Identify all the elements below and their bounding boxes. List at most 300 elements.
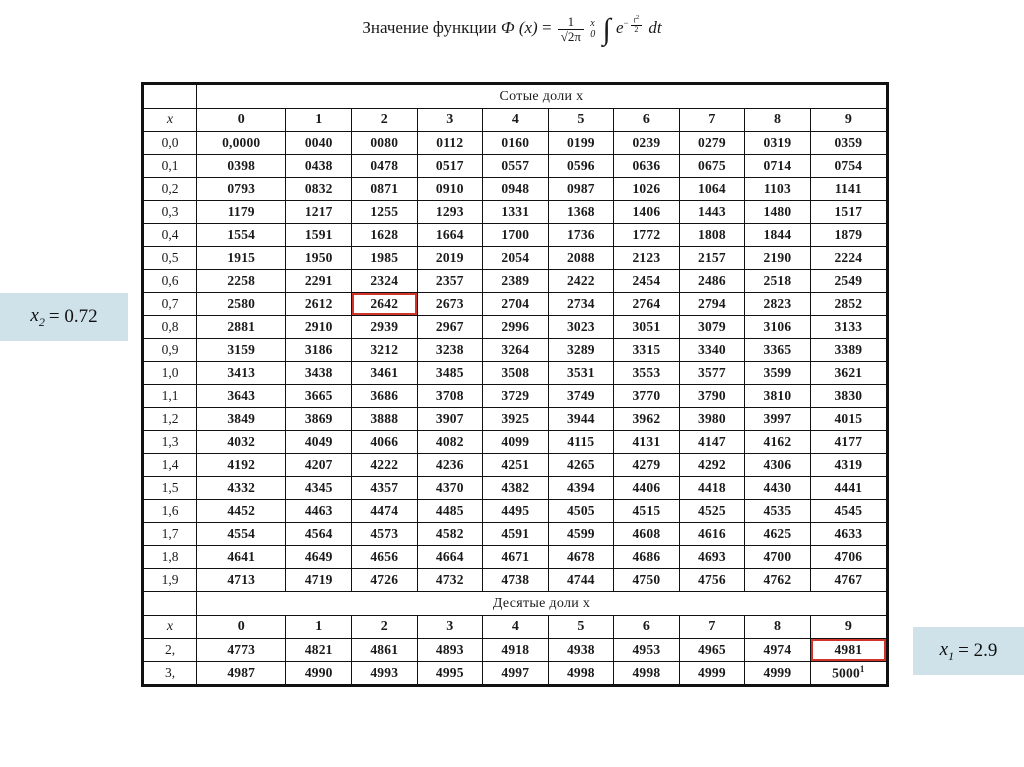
table-cell: 4773: [197, 639, 286, 662]
row-label: 0,4: [144, 224, 197, 247]
row-label: 0,9: [144, 339, 197, 362]
table-cell: 3238: [417, 339, 483, 362]
table-header-col-8: 8: [745, 616, 811, 639]
row-label: 0,6: [144, 270, 197, 293]
table-cell: 4251: [483, 454, 549, 477]
table-row: [144, 408, 887, 431]
table-cell: 4713: [197, 569, 286, 592]
table-cell: 3997: [745, 408, 811, 431]
row-label: 2,: [144, 639, 197, 662]
table-cell-highlighted: 2642: [351, 293, 417, 316]
table-cell: 1480: [745, 201, 811, 224]
table-cell: 3577: [679, 362, 745, 385]
table-cell: 4463: [286, 500, 352, 523]
table-cell: 3980: [679, 408, 745, 431]
formula-exponent-numerator: [631, 14, 643, 25]
table-cell: 1844: [745, 224, 811, 247]
table-cell: 3790: [679, 385, 745, 408]
table-cell: 2357: [417, 270, 483, 293]
table-cell: 2324: [351, 270, 417, 293]
table-header-col-5: 5: [548, 616, 614, 639]
table-cell: 3023: [548, 316, 614, 339]
table-cell: 4370: [417, 477, 483, 500]
table-cell: 2019: [417, 247, 483, 270]
table-cell: 1772: [614, 224, 680, 247]
table-cell: 3729: [483, 385, 549, 408]
table-cell: 4999: [679, 662, 745, 685]
table-cell: 4485: [417, 500, 483, 523]
table-cell: 1217: [286, 201, 352, 224]
table-cell: 2881: [197, 316, 286, 339]
formula-exponent-fraction: [631, 14, 643, 34]
table-cell: 1255: [351, 201, 417, 224]
table-cell: 4744: [548, 569, 614, 592]
table-cell: 1736: [548, 224, 614, 247]
table-cell: 0,0000: [197, 132, 286, 155]
table-row: [144, 316, 887, 339]
annotation-x2-value: = 0.72: [48, 306, 98, 327]
table-cell: 2704: [483, 293, 549, 316]
row-label: 0,5: [144, 247, 197, 270]
table-cell: 0478: [351, 155, 417, 178]
table-cell: 2123: [614, 247, 680, 270]
table-cell: 4582: [417, 523, 483, 546]
table-cell: 0199: [548, 132, 614, 155]
table-cell: 1950: [286, 247, 352, 270]
table-cell: 2389: [483, 270, 549, 293]
table-cell: 4430: [745, 477, 811, 500]
table-cell: 0596: [548, 155, 614, 178]
table-header-col-0: 0: [197, 616, 286, 639]
table-cell: 4738: [483, 569, 549, 592]
table-cell: 4192: [197, 454, 286, 477]
annotation-x2: [0, 293, 128, 341]
table-cell: 3708: [417, 385, 483, 408]
table-cell: 2794: [679, 293, 745, 316]
table-cell: 0557: [483, 155, 549, 178]
table-cell: 4345: [286, 477, 352, 500]
formula-function-name: Ф: [500, 17, 515, 37]
row-label: 1,4: [144, 454, 197, 477]
table-cell: 4995: [417, 662, 483, 685]
table-row: [144, 247, 887, 270]
table-row: [144, 477, 887, 500]
table-cell: 3531: [548, 362, 614, 385]
table-cell: 0359: [810, 132, 886, 155]
table-cell: 4686: [614, 546, 680, 569]
table-cell: 4418: [679, 477, 745, 500]
table-cell: 3553: [614, 362, 680, 385]
table-section-title-row: [144, 85, 887, 109]
table-cell: 4700: [745, 546, 811, 569]
row-label: 0,3: [144, 201, 197, 224]
table-cell: 4732: [417, 569, 483, 592]
table-cell: 4999: [745, 662, 811, 685]
annotation-x2-subscript: 2: [38, 314, 45, 329]
table-cell: 1443: [679, 201, 745, 224]
formula-prefix: Значение функции: [362, 17, 497, 37]
table-cell-highlighted: 4981: [810, 639, 886, 662]
table-cell: 2549: [810, 270, 886, 293]
formula-equals: =: [541, 17, 552, 37]
table-cell: 4332: [197, 477, 286, 500]
table-cell: 3315: [614, 339, 680, 362]
table-cell: 4767: [810, 569, 886, 592]
annotation-x1: [913, 627, 1024, 675]
row-label: 0,0: [144, 132, 197, 155]
table-cell: 1103: [745, 178, 811, 201]
table-cell: 3051: [614, 316, 680, 339]
table-cell: 1141: [810, 178, 886, 201]
table-cell: 4177: [810, 431, 886, 454]
table-cell: 4664: [417, 546, 483, 569]
table-cell: 4564: [286, 523, 352, 546]
table-row: [144, 569, 887, 592]
table-cell: 2054: [483, 247, 549, 270]
table-cell: 0871: [351, 178, 417, 201]
table-cell: 4441: [810, 477, 886, 500]
table-cell: 4292: [679, 454, 745, 477]
table-cell: 3186: [286, 339, 352, 362]
table-cell: 1517: [810, 201, 886, 224]
table-cell: 2518: [745, 270, 811, 293]
table-cell: 1985: [351, 247, 417, 270]
formula-exponent-t: t: [633, 15, 636, 25]
table-cell: 4505: [548, 500, 614, 523]
table-cell: 1879: [810, 224, 886, 247]
table-cell: 3621: [810, 362, 886, 385]
table-row: [144, 155, 887, 178]
table-cell: 4066: [351, 431, 417, 454]
table-header-col-5: 5: [548, 109, 614, 132]
row-label: 1,7: [144, 523, 197, 546]
table-cell: 4554: [197, 523, 286, 546]
table-cell: 3365: [745, 339, 811, 362]
table-cell: 4306: [745, 454, 811, 477]
table-cell: 4706: [810, 546, 886, 569]
table-column-header-row: [144, 616, 887, 639]
table-corner-cell: [144, 85, 197, 109]
table-cell: 3461: [351, 362, 417, 385]
table-cell: 4750: [614, 569, 680, 592]
table-row: [144, 201, 887, 224]
table-cell: 2612: [286, 293, 352, 316]
table-cell: 4545: [810, 500, 886, 523]
table-row: [144, 639, 887, 662]
table-cell: 4649: [286, 546, 352, 569]
annotation-x2-label: $x_2$: [30, 304, 45, 329]
table-cell: 2673: [417, 293, 483, 316]
table-row: [144, 362, 887, 385]
table-cell: 4990: [286, 662, 352, 685]
table-cell: 4115: [548, 431, 614, 454]
table-header-col-1: 1: [286, 109, 352, 132]
table-cell: 3289: [548, 339, 614, 362]
table-cell: 2422: [548, 270, 614, 293]
table-cell: 3599: [745, 362, 811, 385]
table-cell: 4319: [810, 454, 886, 477]
table-cell: 3686: [351, 385, 417, 408]
table-cell: 4993: [351, 662, 417, 685]
table-cell: 4495: [483, 500, 549, 523]
table-cell: 3438: [286, 362, 352, 385]
table-cell: 3888: [351, 408, 417, 431]
table-cell: 0319: [745, 132, 811, 155]
table-cell: 0636: [614, 155, 680, 178]
table-cell: 3830: [810, 385, 886, 408]
table-cell: 1554: [197, 224, 286, 247]
table-cell: 4265: [548, 454, 614, 477]
table-cell: 4015: [810, 408, 886, 431]
table-cell: 4633: [810, 523, 886, 546]
table-cell: 2852: [810, 293, 886, 316]
table-corner-cell: [144, 592, 197, 616]
table-header-col-3: 3: [417, 616, 483, 639]
table-cell: 2823: [745, 293, 811, 316]
row-label: 0,8: [144, 316, 197, 339]
table-cell: 3907: [417, 408, 483, 431]
table-cell: 3159: [197, 339, 286, 362]
table-cell: 1628: [351, 224, 417, 247]
table-cell: 1179: [197, 201, 286, 224]
table-cell: 0160: [483, 132, 549, 155]
table-cell: 4719: [286, 569, 352, 592]
table-cell: 3770: [614, 385, 680, 408]
table-cell: 4222: [351, 454, 417, 477]
formula-fraction: [558, 15, 584, 43]
row-label: 1,1: [144, 385, 197, 408]
table-row: [144, 270, 887, 293]
table-row: [144, 385, 887, 408]
table-cell: 1406: [614, 201, 680, 224]
table-cell: 2486: [679, 270, 745, 293]
table-cell: 0112: [417, 132, 483, 155]
table-row: [144, 132, 887, 155]
table-cell: 3810: [745, 385, 811, 408]
table-cell: 0910: [417, 178, 483, 201]
row-label: 1,9: [144, 569, 197, 592]
table-cell: 4357: [351, 477, 417, 500]
table-cell: 4656: [351, 546, 417, 569]
table-cell: 4625: [745, 523, 811, 546]
table-cell: 4131: [614, 431, 680, 454]
table-cell: 4756: [679, 569, 745, 592]
integral-sign: ∫: [602, 12, 611, 46]
table-cell: 1331: [483, 201, 549, 224]
formula-argument: (x): [518, 17, 538, 37]
table-cell: 4762: [745, 569, 811, 592]
formula-heading: [0, 12, 1024, 46]
table-row: [144, 224, 887, 247]
table-cell: 4406: [614, 477, 680, 500]
table-header-col-8: 8: [745, 109, 811, 132]
table-cell: 3643: [197, 385, 286, 408]
row-label: 1,6: [144, 500, 197, 523]
table-cell: 2734: [548, 293, 614, 316]
table-cell: 2157: [679, 247, 745, 270]
table-row: [144, 454, 887, 477]
table-cell: 1808: [679, 224, 745, 247]
table-header-x: x: [144, 109, 197, 132]
table-cell: 0987: [548, 178, 614, 201]
table-cell: 4998: [614, 662, 680, 685]
table-cell: 2580: [197, 293, 286, 316]
table-cell: 4049: [286, 431, 352, 454]
table-row: [144, 500, 887, 523]
table-cell: 4893: [417, 639, 483, 662]
formula-exponent: [623, 14, 645, 35]
integral-upper-limit: x: [590, 17, 595, 29]
table-row: [144, 293, 887, 316]
table-cell: 2996: [483, 316, 549, 339]
table-cell: 4997: [483, 662, 549, 685]
table-row: [144, 339, 887, 362]
table-cell: 3340: [679, 339, 745, 362]
formula-fraction-denominator: √2π: [558, 29, 584, 44]
table-cell: 1026: [614, 178, 680, 201]
table-cell: 0239: [614, 132, 680, 155]
table-cell: 3485: [417, 362, 483, 385]
table-cell: 4162: [745, 431, 811, 454]
table-header-col-0: 0: [197, 109, 286, 132]
row-label: 1,2: [144, 408, 197, 431]
phi-function-table: [141, 82, 889, 687]
row-label: 1,0: [144, 362, 197, 385]
table-cell: 1915: [197, 247, 286, 270]
table-cell: 3389: [810, 339, 886, 362]
table-cell: 5000$^1$: [810, 662, 886, 685]
annotation-x1-subscript: 1: [948, 648, 955, 663]
table-cell: 4573: [351, 523, 417, 546]
table-cell: 3264: [483, 339, 549, 362]
table-cell: 0080: [351, 132, 417, 155]
table-header-col-7: 7: [679, 109, 745, 132]
table-section-title-row: [144, 592, 887, 616]
table-cell: 4525: [679, 500, 745, 523]
row-label: 0,1: [144, 155, 197, 178]
table-cell: 1064: [679, 178, 745, 201]
table-cell: 4394: [548, 477, 614, 500]
table-header-col-9: 9: [810, 109, 886, 132]
table-cell: 4641: [197, 546, 286, 569]
table-cell: 0793: [197, 178, 286, 201]
table-cell: 4474: [351, 500, 417, 523]
table-row: [144, 178, 887, 201]
table-cell: 1293: [417, 201, 483, 224]
table-cell: 4726: [351, 569, 417, 592]
table-cell: 0675: [679, 155, 745, 178]
table-cell: 0517: [417, 155, 483, 178]
table-cell: 3508: [483, 362, 549, 385]
row-label: 0,2: [144, 178, 197, 201]
table-cell: 4535: [745, 500, 811, 523]
table-cell: 4382: [483, 477, 549, 500]
table-cell: 0714: [745, 155, 811, 178]
table-cell: 4515: [614, 500, 680, 523]
formula-e: e: [615, 17, 624, 37]
table-cell: 3849: [197, 408, 286, 431]
table-column-header-row: [144, 109, 887, 132]
formula-fraction-numerator: 1: [567, 13, 575, 29]
table-cell: 4279: [614, 454, 680, 477]
table-row: [144, 662, 887, 685]
table-cell: 1664: [417, 224, 483, 247]
row-label: 1,3: [144, 431, 197, 454]
formula-exponent-minus: −: [623, 18, 629, 29]
table-cell: 3665: [286, 385, 352, 408]
table-cell: 2291: [286, 270, 352, 293]
table-cell: 4147: [679, 431, 745, 454]
table-row: [144, 546, 887, 569]
table-cell: 2224: [810, 247, 886, 270]
table-header-col-7: 7: [679, 616, 745, 639]
table-header-col-2: 2: [351, 616, 417, 639]
table-cell: 3749: [548, 385, 614, 408]
table-cell: 2190: [745, 247, 811, 270]
row-label: 0,7: [144, 293, 197, 316]
table-cell: 4082: [417, 431, 483, 454]
table-cell: 4591: [483, 523, 549, 546]
table-row: [144, 431, 887, 454]
table-cell: 0040: [286, 132, 352, 155]
table-cell: 0438: [286, 155, 352, 178]
table-cell: 4987: [197, 662, 286, 685]
formula-dt: dt: [648, 17, 662, 37]
row-label: 1,5: [144, 477, 197, 500]
table-cell: 3079: [679, 316, 745, 339]
table-cell: 0398: [197, 155, 286, 178]
table-cell: 4998: [548, 662, 614, 685]
table-cell: 4965: [679, 639, 745, 662]
formula-exponent-square: 2: [635, 14, 640, 21]
table-section-title-tenths: Десятые доли x: [197, 592, 887, 616]
table-cell: 3106: [745, 316, 811, 339]
table-cell: 4599: [548, 523, 614, 546]
table-cell: 3962: [614, 408, 680, 431]
table-cell: 1700: [483, 224, 549, 247]
table-cell: 2764: [614, 293, 680, 316]
table-cell: 0948: [483, 178, 549, 201]
table-header-col-6: 6: [614, 616, 680, 639]
table-header-col-9: 9: [810, 616, 886, 639]
table-cell: 3925: [483, 408, 549, 431]
annotation-x1-label: $x_1$: [939, 638, 955, 663]
table-cell: 4099: [483, 431, 549, 454]
table-cell: 4938: [548, 639, 614, 662]
table-cell: 2967: [417, 316, 483, 339]
table-cell: 4861: [351, 639, 417, 662]
table-header-col-4: 4: [483, 109, 549, 132]
table-cell: 4821: [286, 639, 352, 662]
table-row: [144, 523, 887, 546]
table-cell: 3133: [810, 316, 886, 339]
table-cell: 1368: [548, 201, 614, 224]
row-label: 1,8: [144, 546, 197, 569]
table-cell: 2939: [351, 316, 417, 339]
formula-exponent-denominator: 2: [631, 25, 643, 34]
table-header-col-3: 3: [417, 109, 483, 132]
table-cell: 4918: [483, 639, 549, 662]
table-header-x: x: [144, 616, 197, 639]
table-cell: 3944: [548, 408, 614, 431]
table-cell: 2910: [286, 316, 352, 339]
integral-limits: [590, 18, 595, 41]
table-section-title-hundredths: Сотые доли x: [197, 85, 887, 109]
table-cell: 4953: [614, 639, 680, 662]
table-cell: 4207: [286, 454, 352, 477]
table-cell: 3212: [351, 339, 417, 362]
table-cell: 4616: [679, 523, 745, 546]
